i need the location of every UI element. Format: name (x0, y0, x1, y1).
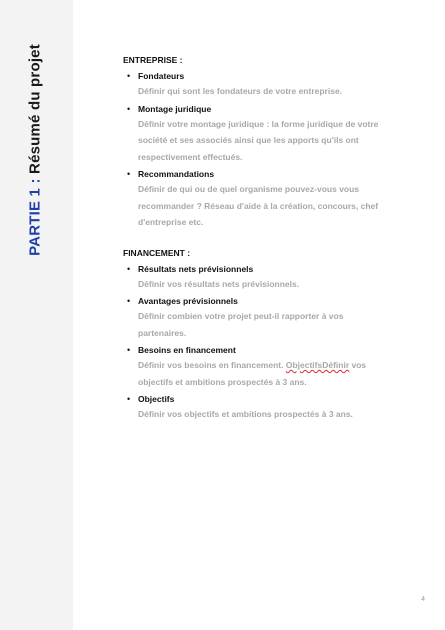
section-title: FINANCEMENT : (123, 247, 191, 258)
list-item (123, 103, 393, 166)
description-text: vos objectifs et ambitions prospectés à 3 ans. (138, 360, 367, 387)
spellcheck-flagged-word[interactable]: ObjectifsDéfinir (285, 360, 350, 370)
bullet-icon: • (127, 103, 131, 114)
list-item (123, 344, 393, 390)
item-description (138, 357, 393, 390)
page-content (123, 54, 393, 439)
list-item (123, 295, 393, 341)
bullet-icon: • (127, 263, 131, 274)
section-title: ENTREPRISE : (123, 55, 183, 65)
bullet-icon: • (127, 169, 131, 179)
section-heading-vertical (27, 44, 44, 256)
item-title: Fondateurs (138, 71, 185, 81)
item-title: Besoins en financement (138, 345, 236, 355)
bullet-icon: • (127, 296, 131, 306)
part-label: PARTIE 1 : (26, 178, 44, 256)
bullet-list (123, 263, 393, 423)
sidebar-band (0, 0, 73, 630)
item-description: Définir vos objectifs et ambitions prospectés à 3 ans. (138, 409, 353, 419)
item-description: Définir combien votre projet peut-il rapporter à vos partenaires. (138, 311, 344, 338)
item-description: Définir qui sont les fondateurs de votre entreprise. (138, 86, 343, 96)
page-number: 4 (421, 596, 425, 603)
item-title: Avantages prévisionnels (138, 296, 238, 306)
bullet-icon: • (127, 71, 131, 81)
item-title: Objectifs (138, 394, 175, 404)
item-title: Résultats nets prévisionnels (138, 263, 254, 274)
bullet-icon: • (127, 345, 131, 355)
section-financement (123, 247, 393, 423)
item-title: Montage juridique (138, 103, 212, 114)
item-title: Recommandations (138, 169, 215, 179)
part-title: Résumé du projet (26, 44, 44, 174)
description-text: Définir vos besoins en financement. (138, 360, 286, 370)
bullet-icon: • (127, 394, 131, 404)
list-item (123, 70, 393, 100)
item-description: Définir de qui ou de quel organisme pouvez-vous vous recommander ? Réseau d'aide à la création, concours, chef d'entreprise etc. (138, 184, 379, 227)
item-description: Définir vos résultats nets prévisionnels. (138, 278, 300, 289)
list-item (123, 263, 393, 293)
item-description: Définir votre montage juridique : la forme juridique de votre société et ses associés ainsi que les apports qu'ils ont respectivement effectués. (138, 118, 379, 162)
list-item (123, 393, 393, 423)
list-item (123, 168, 393, 231)
bullet-list (123, 70, 393, 231)
section-entreprise (123, 54, 393, 231)
